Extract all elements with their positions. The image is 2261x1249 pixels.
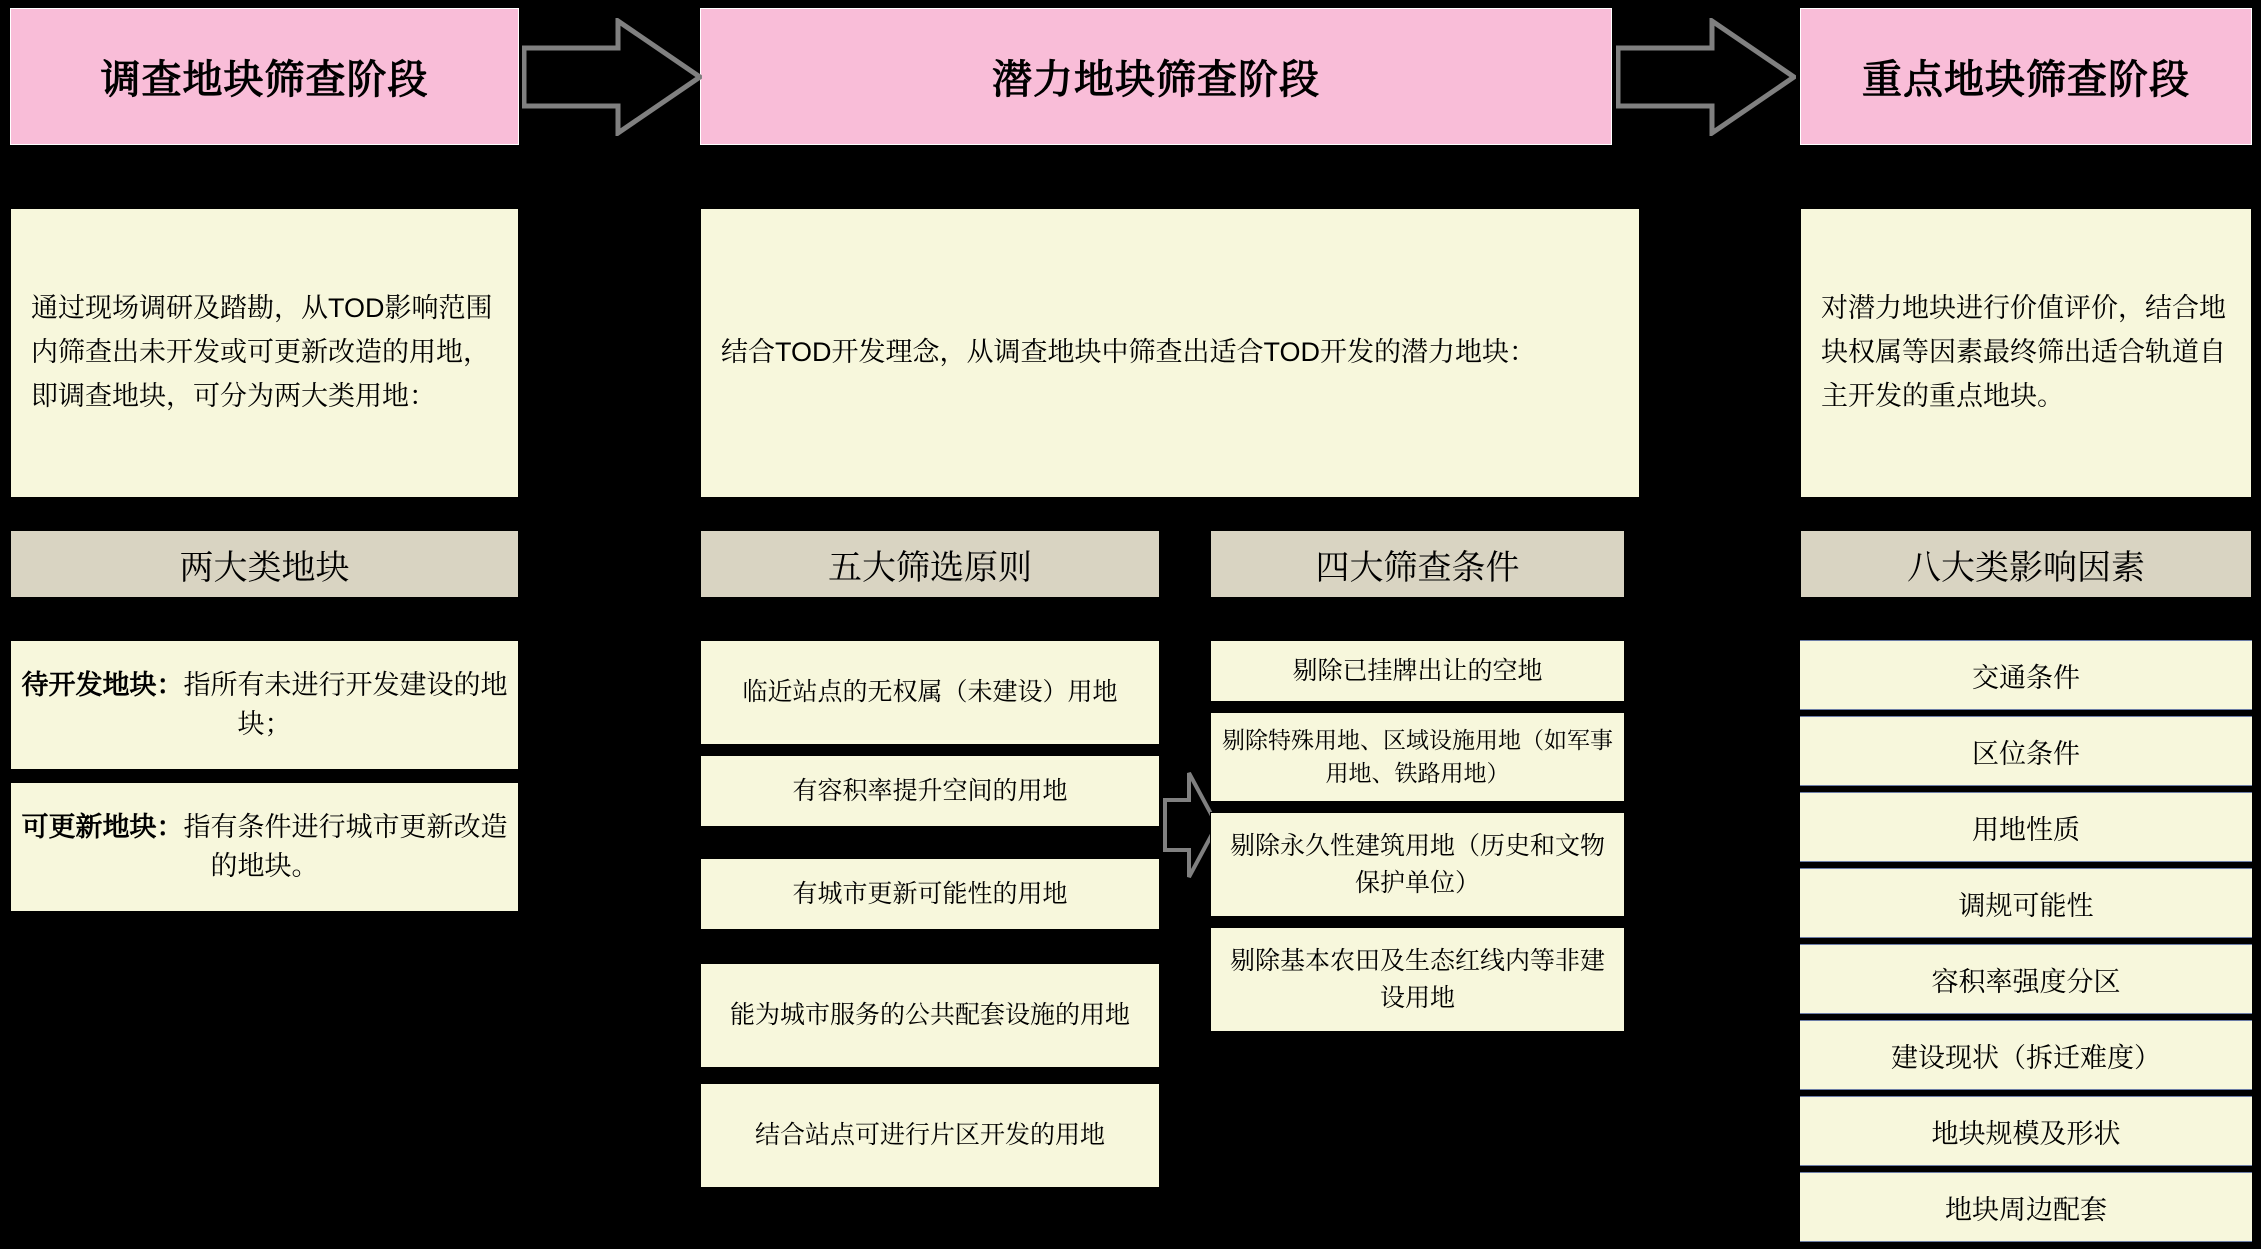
two-types-item-lead: 待开发地块： — [21, 669, 184, 700]
list-item — [1800, 944, 2252, 1014]
eight-factors-item-label: 建设现状（拆迁难度） — [1891, 1042, 2161, 1073]
four-conditions-item-label: 剔除已挂牌出让的空地 — [1292, 656, 1543, 685]
list-item — [700, 755, 1160, 827]
stage-header-survey — [10, 8, 519, 145]
list-item — [1800, 1096, 2252, 1166]
description-survey-text: 通过现场调研及踏勘，从TOD影响范围内筛查出未开发或可更新改造的用地，即调查地块，可分为两大类用地： — [31, 293, 493, 411]
list-item — [1800, 792, 2252, 862]
section-title-four-conditions-label: 四大筛查条件 — [1315, 548, 1520, 587]
list-item — [1800, 1172, 2252, 1242]
description-survey — [10, 208, 519, 498]
five-principles-item-label: 有容积率提升空间的用地 — [792, 776, 1068, 805]
section-title-two-types — [10, 530, 519, 598]
list-item — [1210, 927, 1625, 1032]
eight-factors-item-label: 用地性质 — [1972, 814, 2080, 845]
section-title-five-principles — [700, 530, 1160, 598]
five-principles-item-label: 结合站点可进行片区开发的用地 — [754, 1121, 1105, 1150]
list-item — [10, 782, 519, 912]
section-title-two-types-label: 两大类地块 — [179, 548, 350, 587]
eight-factors-item-label: 调规可能性 — [1958, 890, 2094, 921]
four-conditions-item-label: 剔除特殊用地、区域设施用地（如军事用地、铁路用地） — [1222, 726, 1613, 786]
section-title-five-principles-label: 五大筛选原则 — [828, 548, 1032, 587]
list-item — [1210, 812, 1625, 917]
list-item — [10, 640, 519, 770]
stage-header-survey-label: 调查地块筛查阶段 — [100, 58, 429, 102]
section-title-four-conditions — [1210, 530, 1625, 598]
stage-header-key-label: 重点地块筛查阶段 — [1862, 58, 2190, 102]
section-title-eight-factors — [1800, 530, 2252, 598]
four-conditions-item-label: 剔除永久性建筑用地（历史和文物保护单位） — [1229, 832, 1605, 897]
stage-header-potential-label: 潜力地块筛查阶段 — [992, 58, 1320, 102]
list-item — [1800, 1020, 2252, 1090]
list-item — [1800, 716, 2252, 786]
list-item — [700, 1083, 1160, 1188]
description-potential-text: 结合TOD开发理念，从调查地块中筛查出适合TOD开发的潜力地块： — [721, 337, 1537, 368]
list-item — [700, 858, 1160, 930]
list-item — [1210, 640, 1625, 702]
eight-factors-item-label: 容积率强度分区 — [1931, 966, 2121, 997]
five-principles-item-label: 能为城市服务的公共配套设施的用地 — [729, 1001, 1130, 1030]
right-arrow-icon — [522, 18, 702, 136]
eight-factors-item-label: 交通条件 — [1972, 662, 2080, 693]
five-principles-item-label: 临近站点的无权属（未建设）用地 — [742, 678, 1118, 707]
stage-header-key — [1800, 8, 2252, 145]
description-key — [1800, 208, 2252, 498]
description-key-text: 对潜力地块进行价值评价，结合地块权属等因素最终筛出适合轨道自主开发的重点地块。 — [1821, 293, 2226, 411]
description-potential — [700, 208, 1640, 498]
eight-factors-item-label: 地块周边配套 — [1945, 1194, 2107, 1225]
two-types-item-text: 指所有未进行开发建设的地块； — [183, 669, 508, 739]
two-types-item-text: 指有条件进行城市更新改造的地块。 — [183, 811, 508, 881]
list-item — [700, 640, 1160, 745]
eight-factors-item-label: 区位条件 — [1972, 738, 2080, 769]
four-conditions-item-label: 剔除基本农田及生态红线内等非建设用地 — [1229, 947, 1605, 1012]
right-arrow-icon — [1616, 18, 1796, 136]
five-principles-item-label: 有城市更新可能性的用地 — [792, 879, 1068, 908]
list-item — [700, 963, 1160, 1068]
section-title-eight-factors-label: 八大类影响因素 — [1907, 548, 2145, 587]
list-item — [1800, 640, 2252, 710]
stage-header-potential — [700, 8, 1612, 145]
list-item — [1800, 868, 2252, 938]
list-item — [1210, 712, 1625, 802]
eight-factors-item-label: 地块规模及形状 — [1931, 1118, 2121, 1149]
two-types-item-lead: 可更新地块： — [21, 811, 184, 842]
